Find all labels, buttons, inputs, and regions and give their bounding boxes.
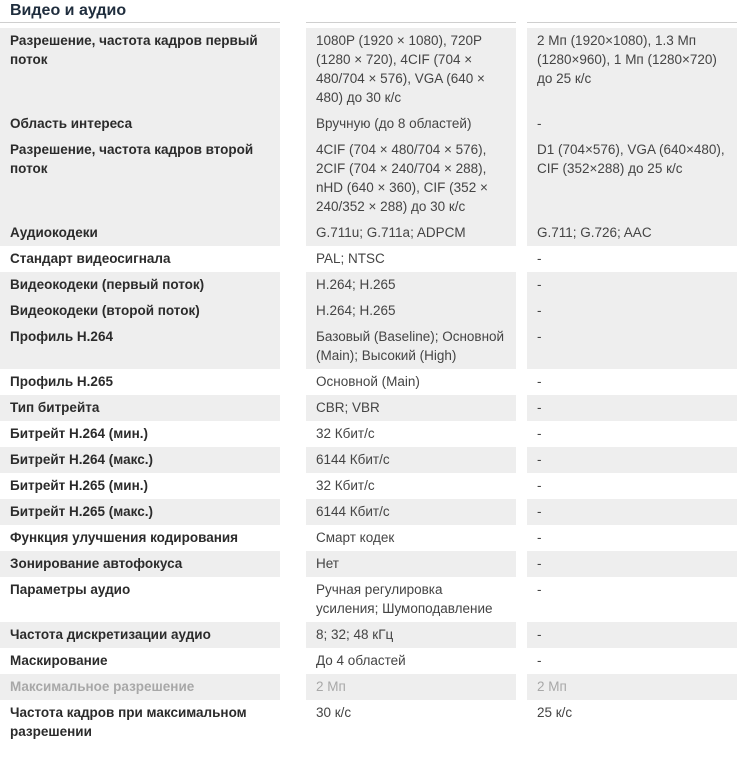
table-row: [0, 648, 737, 674]
table-row: [0, 272, 737, 298]
row-label: Битрейт H.264 (макс.): [0, 447, 306, 473]
product-1-value: Нет: [306, 551, 527, 577]
product-2-value: -: [537, 426, 542, 441]
row-label: Битрейт H.265 (мин.): [0, 473, 306, 499]
table-row: [0, 246, 737, 272]
product-2-value: -: [537, 582, 542, 597]
product-1-value: 32 Кбит/с: [306, 473, 527, 499]
product-2-value: -: [527, 272, 737, 298]
table-row: [0, 551, 737, 577]
product-2-value: -: [537, 653, 542, 668]
product-2-value: 25 к/с: [537, 705, 573, 720]
table-row: [0, 447, 737, 473]
header-divider-label-column: [0, 22, 280, 23]
table-row: [0, 622, 737, 648]
product-1-value: H.264; H.265: [306, 298, 527, 324]
table-row: [0, 111, 737, 137]
row-label: Разрешение, частота кадров второй поток: [0, 137, 306, 220]
product-1-value: 6144 Кбит/с: [306, 499, 527, 525]
row-label: Функция улучшения кодирования: [0, 525, 306, 551]
row-label: Профиль H.264: [0, 324, 306, 369]
product-1-value: Ручная регулировка усиления; Шумоподавление: [306, 577, 527, 622]
row-label: Аудиокодеки: [0, 220, 306, 246]
spec-table: [0, 28, 737, 745]
product-1-value: Базовый (Baseline); Основной (Main); Высокий (High): [306, 324, 527, 369]
product-2-value: -: [537, 530, 542, 545]
row-label: Максимальное разрешение: [0, 674, 306, 700]
table-row: [0, 577, 737, 622]
row-label: Частота кадров при максимальном разрешении: [0, 700, 306, 745]
product-1-value: G.711u; G.711a; ADPCM: [306, 220, 527, 246]
row-label: Частота дискретизации аудио: [0, 622, 306, 648]
product-1-value: 6144 Кбит/с: [306, 447, 527, 473]
product-1-value: PAL; NTSC: [306, 246, 527, 272]
row-label: Зонирование автофокуса: [0, 551, 306, 577]
row-label: Разрешение, частота кадров первый поток: [0, 28, 306, 111]
row-label: Профиль H.265: [0, 369, 306, 395]
product-2-value: -: [527, 447, 737, 473]
header-divider-product-2-column: [527, 22, 737, 23]
product-2-value: -: [537, 251, 542, 266]
product-1-value: H.264; H.265: [306, 272, 527, 298]
product-1-value: Основной (Main): [306, 369, 527, 395]
table-row: [0, 324, 737, 369]
row-label: Область интереса: [0, 111, 306, 137]
product-1-value: Вручную (до 8 областей): [306, 111, 527, 137]
header-divider-product-1-column: [306, 22, 516, 23]
table-row: [0, 525, 737, 551]
product-2-value: 2 Мп: [527, 674, 737, 700]
product-1-value: 30 к/с: [306, 700, 527, 745]
product-2-value: D1 (704×576), VGA (640×480), CIF (352×288) до 25 к/с: [527, 137, 737, 220]
table-row: [0, 473, 737, 499]
row-label: Видеокодеки (первый поток): [0, 272, 306, 298]
row-label: Битрейт H.264 (мин.): [0, 421, 306, 447]
table-row: [0, 28, 737, 111]
product-1-value: Смарт кодек: [306, 525, 527, 551]
row-label: Тип битрейта: [0, 395, 306, 421]
table-row: [0, 220, 737, 246]
row-label: Битрейт H.265 (макс.): [0, 499, 306, 525]
section-title: Видео и аудио: [10, 2, 127, 19]
product-1-value: 8; 32; 48 кГц: [306, 622, 527, 648]
product-2-value: -: [527, 499, 737, 525]
product-1-value: До 4 областей: [306, 648, 527, 674]
product-1-value: 4CIF (704 × 480/704 × 576), 2CIF (704 × 240/704 × 288), nHD (640 × 360), CIF (352 × 240/352 × 288) до 30 к/с: [306, 137, 527, 220]
table-row: [0, 137, 737, 220]
product-2-value: -: [527, 551, 737, 577]
product-2-value: -: [527, 395, 737, 421]
row-label: Видеокодеки (второй поток): [0, 298, 306, 324]
product-2-value: -: [537, 478, 542, 493]
product-2-value: -: [527, 111, 737, 137]
product-2-value: 2 Мп (1920×1080), 1.3 Мп (1280×960), 1 Мп (1280×720) до 25 к/с: [527, 28, 737, 111]
row-label: Маскирование: [0, 648, 306, 674]
table-row: [0, 421, 737, 447]
table-row-muted: [0, 674, 737, 700]
product-1-value: CBR; VBR: [306, 395, 527, 421]
row-label: Стандарт видеосигнала: [0, 246, 306, 272]
product-2-value: G.711; G.726; AAC: [527, 220, 737, 246]
product-2-value: -: [527, 324, 737, 369]
table-row: [0, 499, 737, 525]
product-1-value: 1080P (1920 × 1080), 720P (1280 × 720), 4CIF (704 × 480/704 × 576), VGA (640 × 480) до 30 к/с: [306, 28, 527, 111]
row-label: Параметры аудио: [0, 577, 306, 622]
table-row: [0, 700, 737, 745]
table-row: [0, 298, 737, 324]
product-1-value: 2 Мп: [306, 674, 527, 700]
product-2-value: -: [537, 374, 542, 389]
table-row: [0, 395, 737, 421]
table-row: [0, 369, 737, 395]
product-2-value: -: [527, 298, 737, 324]
product-1-value: 32 Кбит/с: [306, 421, 527, 447]
product-2-value: -: [527, 622, 737, 648]
